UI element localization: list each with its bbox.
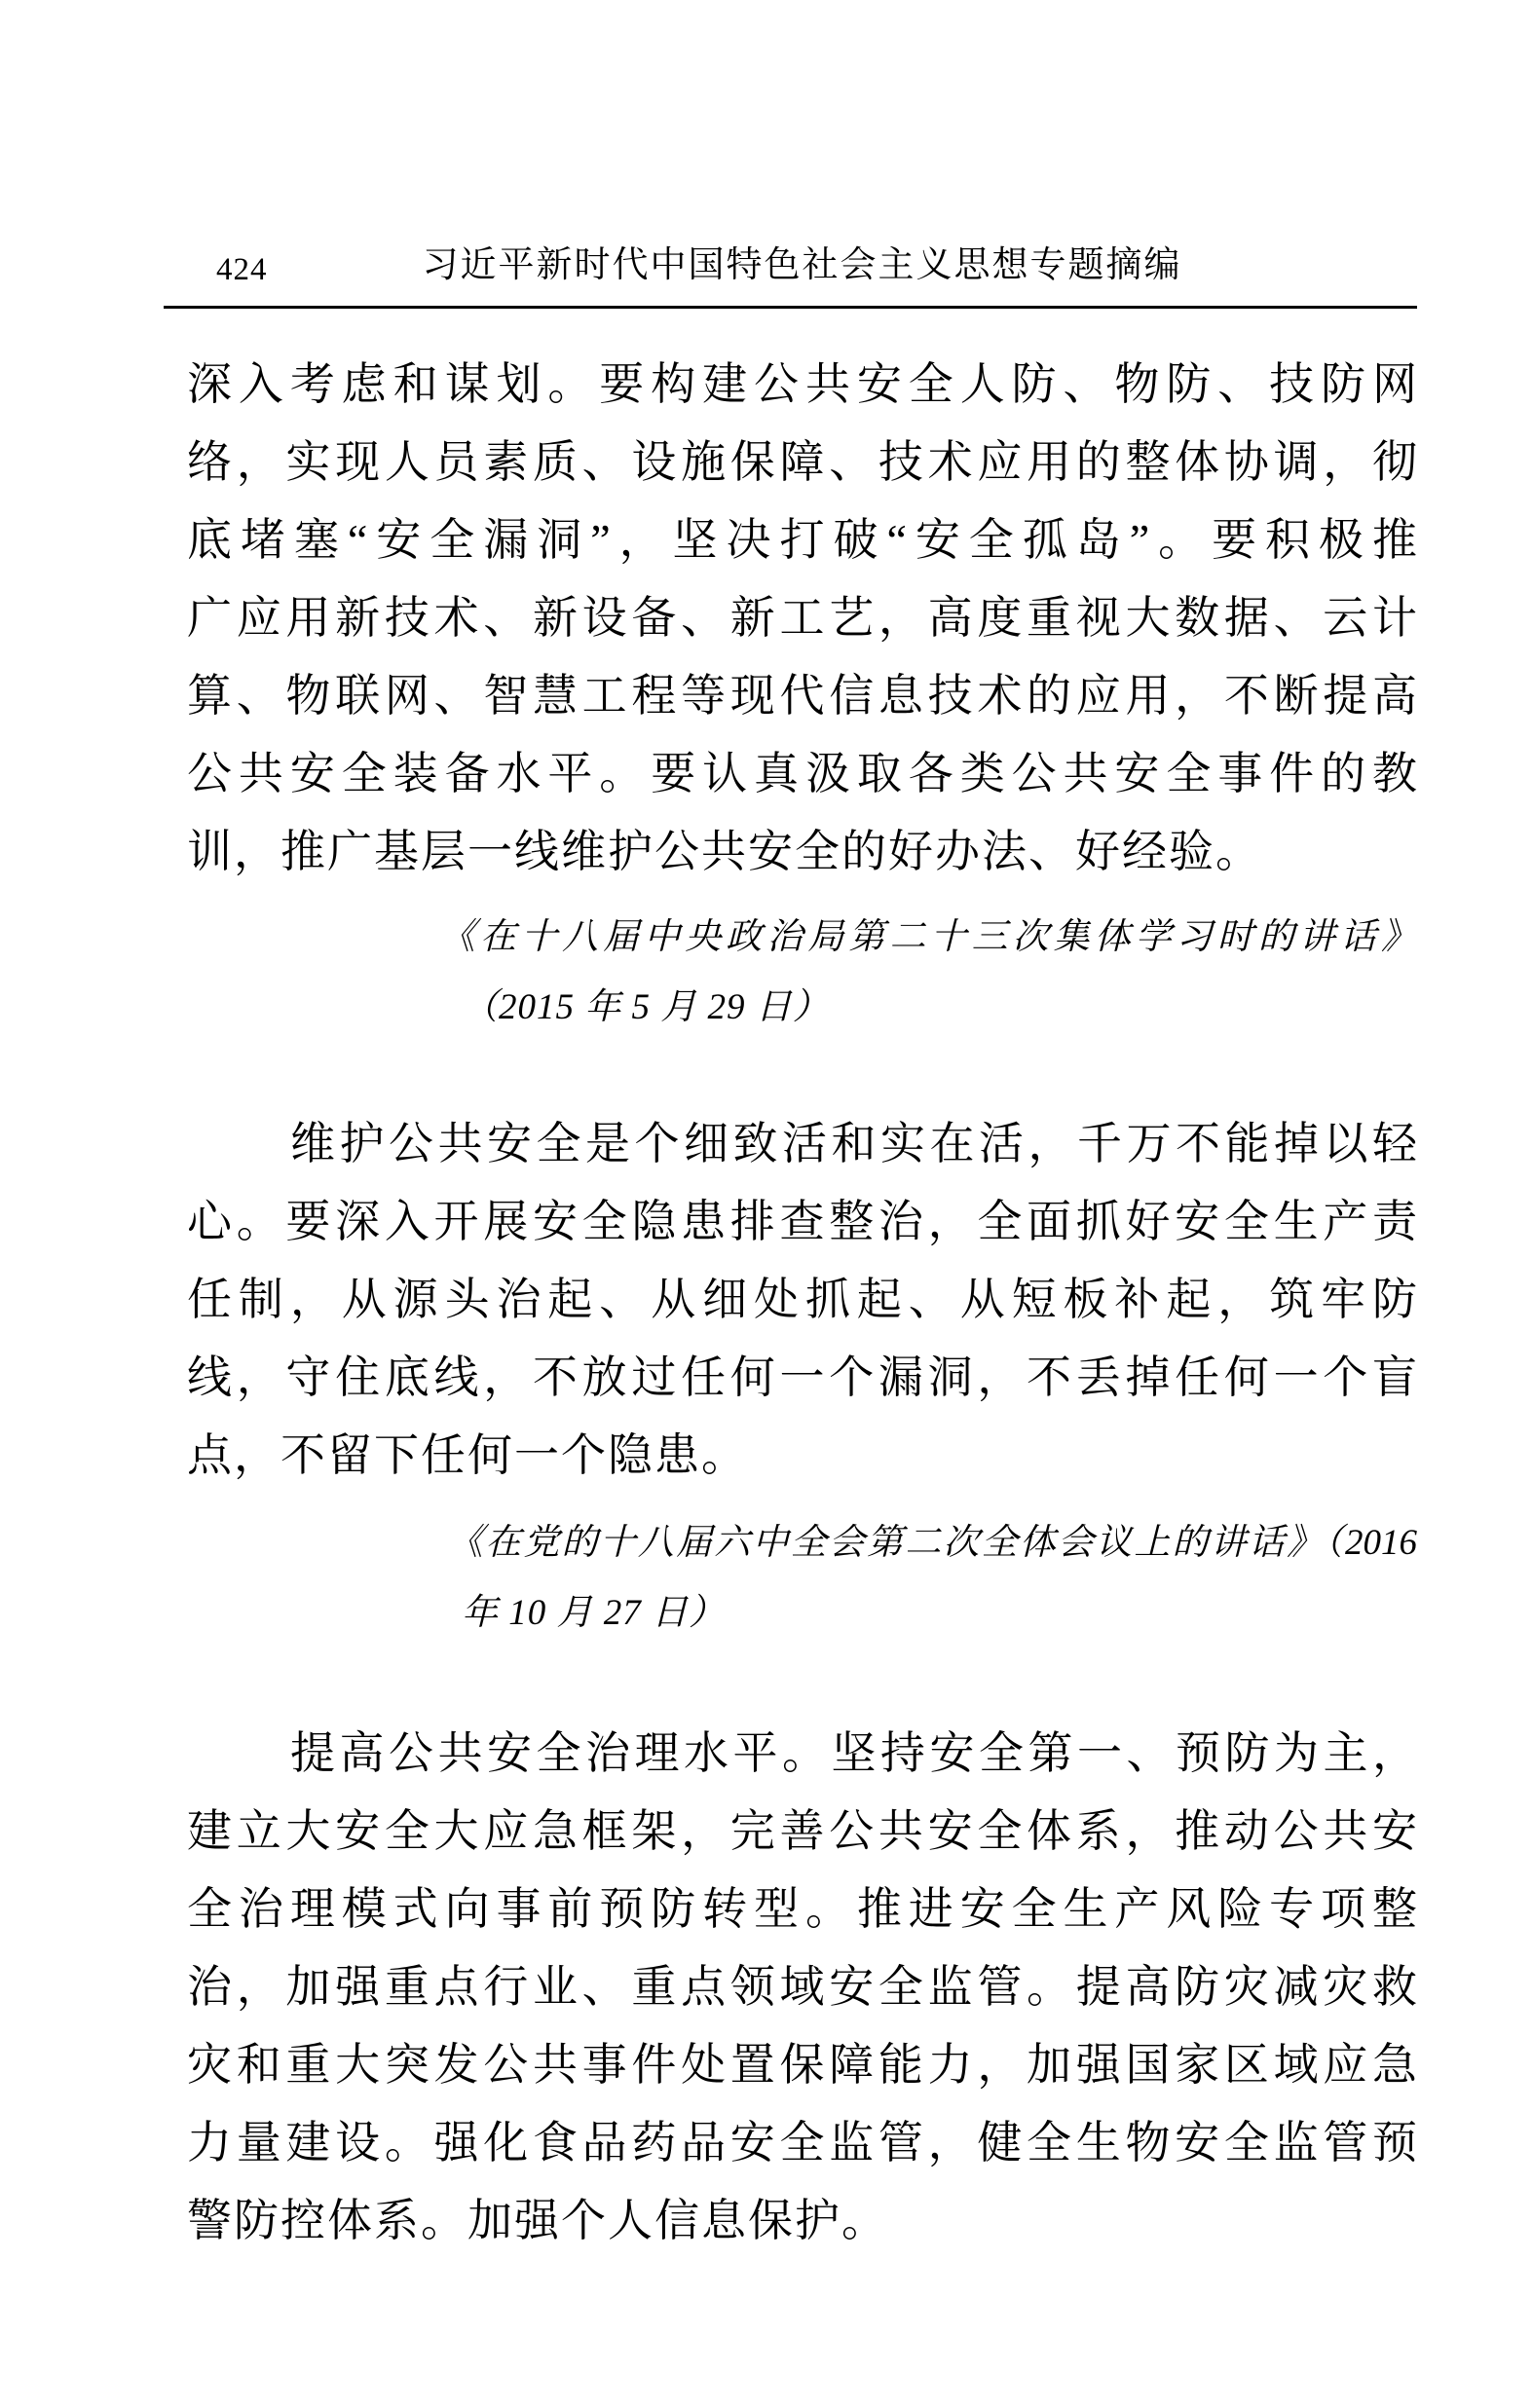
body-line: 点，不留下任何一个隐患。 xyxy=(187,1430,748,1480)
body-line: 治，加强重点行业、重点领域安全监管。提高防灾减灾救 xyxy=(187,1962,1417,2012)
page-number: 424 xyxy=(216,252,268,287)
body-line: 线，守住底线，不放过任何一个漏洞，不丢掉任何一个盲 xyxy=(187,1352,1417,1402)
body-line: 维护公共安全是个细致活和实在活，千万不能掉以轻 xyxy=(290,1119,1417,1168)
body-line: 底堵塞“安全漏洞”，坚决打破“安全孤岛”。要积极推 xyxy=(187,515,1417,565)
citation-source: 《在党的十八届六中全会第二次全体会议上的讲话》（2016 xyxy=(447,1523,1417,1563)
paragraph-1 xyxy=(187,346,1417,891)
body-line: 建立大安全大应急框架，完善公共安全体系，推动公共安 xyxy=(187,1806,1417,1856)
body-line: 灾和重大突发公共事件处置保障能力，加强国家区域应急 xyxy=(187,2040,1417,2090)
body-line: 训，推广基层一线维护公共安全的好办法、好经验。 xyxy=(187,827,1262,876)
body-line: 络，实现人员素质、设施保障、技术应用的整体协调，彻 xyxy=(187,437,1417,487)
citation-date: 年 10 月 27 日） xyxy=(462,1593,726,1633)
body-line: 力量建设。强化食品药品安全监管，健全生物安全监管预 xyxy=(187,2118,1417,2167)
running-head xyxy=(187,241,1417,290)
body-line: 广应用新技术、新设备、新工艺，高度重视大数据、云计 xyxy=(187,593,1417,643)
citation-date: （2015 年 5 月 29 日） xyxy=(462,987,830,1027)
body-line: 警防控体系。加强个人信息保护。 xyxy=(187,2196,888,2245)
header-rule xyxy=(164,306,1417,309)
body-line: 全治理模式向事前预防转型。推进安全生产风险专项整 xyxy=(187,1884,1417,1934)
paragraph-3 xyxy=(187,1715,1417,2260)
citation-2 xyxy=(187,1508,1417,1649)
body-line: 心。要深入开展安全隐患排查整治，全面抓好安全生产责 xyxy=(187,1197,1417,1246)
body-line: 公共安全装备水平。要认真汲取各类公共安全事件的教 xyxy=(187,749,1417,798)
citation-1 xyxy=(187,903,1417,1043)
body-line: 深入考虑和谋划。要构建公共安全人防、物防、技防网 xyxy=(187,359,1417,409)
book-title: 习近平新时代中国特色社会主义思想专题摘编 xyxy=(422,245,1182,285)
paragraph-2 xyxy=(187,1105,1417,1495)
body-line: 提高公共安全治理水平。坚持安全第一、预防为主， xyxy=(290,1728,1417,1778)
body-line: 算、物联网、智慧工程等现代信息技术的应用，不断提高 xyxy=(187,671,1417,721)
citation-source: 《在十八届中央政治局第二十三次集体学习时的讲话》 xyxy=(439,917,1417,957)
body-line: 任制，从源头治起、从细处抓起、从短板补起，筑牢防 xyxy=(187,1275,1417,1324)
